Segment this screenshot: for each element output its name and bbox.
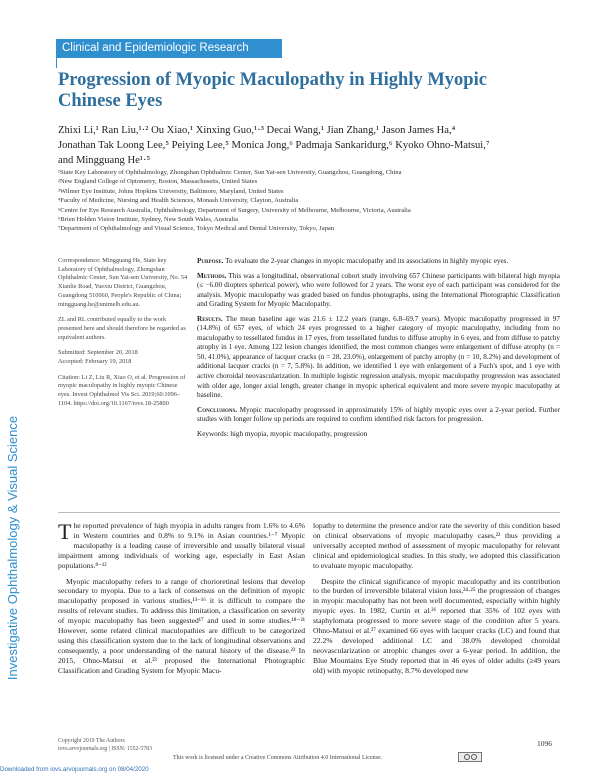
body-text: he reported prevalence of high myopia in adults ranges from 1.6% to 4.6% in Western countries and 0.8% to 9.1% in Asian countries.¹⁻⁷ Myopic maculopathy is a leading cause of irreversible and usually bilateral visual impairment among individuals of working age, especially in East Asian populations.⁸⁻¹² xyxy=(58,521,305,570)
body-column-right xyxy=(313,521,560,682)
body-paragraph: Myopic maculopathy refers to a range of chorioretinal lesions that develop secondary to myopia. Due to a lack of consensus on the definition of myopic maculopathy proposed in various studies,¹³⁻¹⁶ it is difficult to compare the results of relevant studies. To address this limitation, a classification on severity of myopic maculopathy has been suggested¹⁷ and used in some studies.¹⁸⁻²¹ However, some related clinical maculopathies are difficult to be categorized using this classification system due to the lack of longitudinal observations and consequently, a poor understanding of the natural history of the disease.²² In 2015, Ohno-Matsui et al.²³ proposed the International Photographic Classification and Grading System for Myopic Macu- xyxy=(58,576,305,675)
section-banner: Clinical and Epidemiologic Research xyxy=(56,39,282,58)
correspondence: Correspondence: Mingguang He, State key Laboratory of Ophthalmology, Zhongshan Ophthalmic Center, Sun Yat-sen University, No. 54 Xianlie Road, Yuexiu District, Guangzhou, Guangdong 510060, People's Republic of China; mingguang.he@unimelb.edu.au. xyxy=(58,257,188,308)
abstract-conclusions xyxy=(197,406,560,425)
affiliations xyxy=(58,168,578,234)
section-rule xyxy=(56,58,57,68)
copyright xyxy=(58,738,152,753)
affiliation: ³Wilmer Eye Institute, Johns Hopkins University, Baltimore, Maryland, United States xyxy=(58,187,284,195)
abstract-label: Methods. xyxy=(197,271,227,280)
abstract-text: The mean baseline age was 21.6 ± 12.2 years (range, 6.8–69.7 years). Myopic maculopathy progressed in 97 (14.8%) of 657 eyes, of which 24 eyes progressed to a higher category of myopic maculopathy, including from no maculopathy to tessellated fundus in 17 eyes, from tessellated fundus to diffuse atrophy in 6 eyes, and from diffuse to patchy atrophy in 1 eye. Among 122 lesion changes identified, the most common changes were enlargement of diffuse atrophy (n = 50, 41.0%), appearance of lacquer cracks (n = 28, 23.0%), enlargement of patchy atrophy (n = 10, 8.2%) and development of additional lacquer cracks (n = 7, 5.8%). In addition, we identified 1 eye with enlargement of a Fuch's spot, and 1 eye with active choroidal neovascularization. In multiple logistic regression analysis, myopic maculopathy progression was associated with older age, longer axial length, greater change in myopic spherical equivalent and more severe myopic maculopathy at baseline. xyxy=(197,314,560,400)
abstract-label: Conclusions. xyxy=(197,405,238,414)
abstract-label: Results. xyxy=(197,314,223,323)
abstract-text: This was a longitudinal, observational cohort study involving 657 Chinese participants with bilateral high myopia (≤ −6.00 diopters spherical power), who were followed for 2 years. The worst eye of each participant was considered for the analysis. Myopic maculopathy was graded based on fundus photographs, using the International Photographic Classification and Grading System for Myopic Maculopathy. xyxy=(197,271,560,309)
by-circle-icon xyxy=(471,754,477,760)
abstract-methods xyxy=(197,272,560,310)
citation: Citation: Li Z, Liu R, Xiao O, et al. Progression of myopic maculopathy in highly myopic Chinese eyes. Invest Ophthalmol Vis Sci. 2019;60:1096–1104. https://doi.org/10.1167/iovs.18-25800 xyxy=(58,373,186,407)
affiliation: ¹State Key Laboratory of Ophthalmology, Zhongshan Ophthalmic Center, Sun Yat-sen University, Guangzhou, Guangdong, China xyxy=(58,169,402,176)
download-notice: Downloaded from iovs.arvojournals.org on 08/04/2020 xyxy=(0,766,149,773)
submitted-date: Submitted: September 20, 2018 xyxy=(58,349,138,357)
page-number: 1096 xyxy=(537,739,552,748)
abstract-label: Purpose. xyxy=(197,257,224,265)
body-paragraph: Despite the clinical significance of myopic maculopathy and its contribution to the burden of irreversible bilateral vision loss,²⁴·²⁵ the progression of changes in myopic maculopathy has not been well documented, especially within highly myopic eyes. In 1982, Curtin et al.²⁶ reported that 35% of 102 eyes with staphylomata progressed to more severe stage of the condition after 5 years. Ohno-Matsui et al.²⁷ examined 66 eyes with lacquer cracks (LC) and found that 22.2% developed additional LC and 38.0% developed choroidal neovascularization or atrophic changes over a 6-year period. In addition, the Blue Mountains Eye Study reported that in 46 eyes of older adults (≥49 years old) with myopic retinopathy, 8.7% developed new xyxy=(313,576,560,675)
cc-license-icon[interactable] xyxy=(458,752,482,762)
affiliation: ²New England College of Optometry, Boston, Massachusetts, United States xyxy=(58,178,258,186)
affiliation: ⁶Brien Holden Vision Institute, Sydney, New South Wales, Australia xyxy=(58,216,238,224)
abstract-text: Myopic maculopathy progressed in approximately 15% of highly myopic eyes over a 2-year period. Further studies with longer follow up periods are required to confirm identified risk factors for progression. xyxy=(197,405,560,424)
accepted-date: Accepted: February 19, 2018 xyxy=(58,358,132,366)
license-text: This work is licensed under a Creative Commons Attribution 4.0 International License. xyxy=(173,755,383,761)
affiliation: ⁵Centre for Eye Research Australia, Ophthalmology, Department of Surgery, University of Melbourne, Melbourne, Victoria, Australia xyxy=(58,206,411,214)
journal-name-vertical: Investigative Ophthalmology & Visual Science xyxy=(5,415,20,681)
author-line: Zhixi Li,¹ Ran Liu,¹·² Ou Xiao,¹ Xinxing Guo,¹·³ Decai Wang,¹ Jian Zhang,¹ Jason James Ha,⁴ xyxy=(58,125,456,136)
copyright-line: Copyright 2019 The Authors xyxy=(58,738,125,744)
abstract xyxy=(197,257,560,444)
keywords: Keywords: high myopia, myopic maculopathy, progression xyxy=(197,429,368,438)
abstract-text: To evaluate the 2-year changes in myopic maculopathy and its associations in highly myopic eyes. xyxy=(225,257,509,265)
cc-circle-icon xyxy=(464,754,470,760)
divider xyxy=(58,512,560,513)
body-paragraph: lopathy to determine the presence and/or rate the severity of this condition based on clinical observations of myopic maculopathy cases,²² thus providing a universally accepted method of assessment of myopic maculopathy for relevant clinical and epidemiological studies. In this study, we adopted this classification to evaluate myopic maculopathy. xyxy=(313,521,560,570)
body-column-left xyxy=(58,521,305,682)
contribution-note: ZL and RL contributed equally to the work presented here and should therefore be regarded as equivalent authors. xyxy=(58,316,186,341)
affiliation: ⁴Faculty of Medicine, Nursing and Health Sciences, Monash University, Clayton, Australia xyxy=(58,197,299,205)
issn-line: iovs.arvojournals.org | ISSN: 1552-5783 xyxy=(58,745,152,752)
author-line: and Mingguang He¹·⁵ xyxy=(58,154,151,166)
article-title: Progression of Myopic Maculopathy in Highly Myopic Chinese Eyes xyxy=(58,70,487,111)
author-line: Jonathan Tak Loong Lee,⁵ Peiying Lee,⁵ Monica Jong,⁶ Padmaja Sankaridurg,⁶ Kyoko Ohno-Matsui,⁷ xyxy=(58,139,490,151)
drop-cap: T xyxy=(58,519,72,544)
body-paragraph xyxy=(58,521,305,571)
article-sidebar xyxy=(58,257,190,416)
abstract-results xyxy=(197,315,560,401)
affiliation: ⁷Department of Ophthalmology and Visual Science, Tokyo Medical and Dental University, Tokyo, Japan xyxy=(58,225,335,233)
author-list xyxy=(58,124,558,168)
abstract-purpose xyxy=(197,257,560,267)
